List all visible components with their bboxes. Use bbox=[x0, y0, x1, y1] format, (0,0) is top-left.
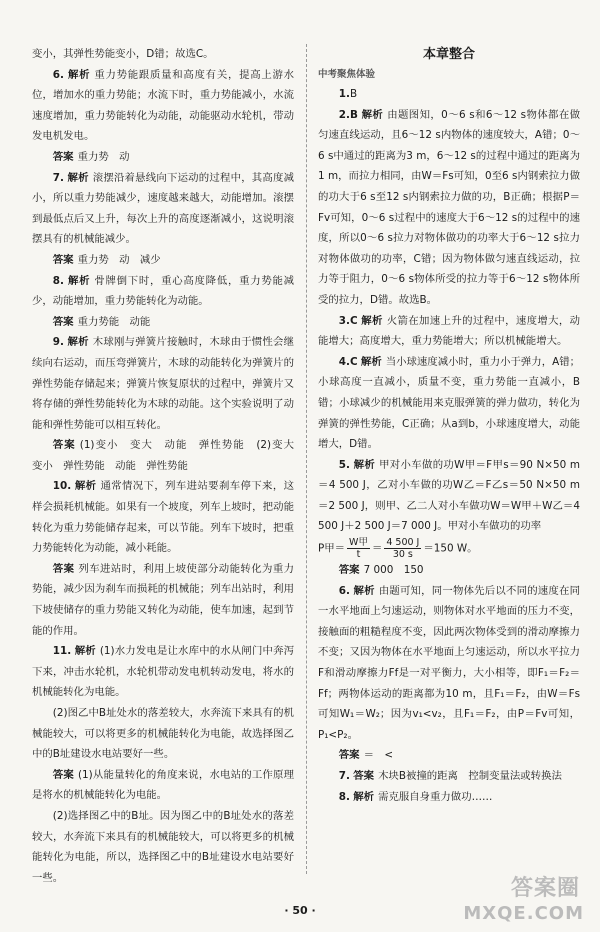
analysis-paragraph: 11. 解析 (1)水力发电是让水库中的水从闸门中奔泻下来，冲击水轮机，水轮机带动发电机转动发电，将水的机械能转化为电能。 bbox=[32, 645, 295, 699]
answer-5: 答案 7 000 150 bbox=[338, 564, 424, 577]
text-paragraph: (2)选择图乙中的B址。因为图乙中的B址处水的落差较大，水奔流下来具有的机械能较大，可以将更多的机械能转化为电能，所以，选择图乙中的B址建设水电站要好一些。 bbox=[32, 809, 294, 884]
analysis-paragraph: 5. 解析 甲对小车做的功W甲＝F甲s＝90 N×50 m＝4 500 J，乙对小车做的功W乙＝F乙s＝50 N×50 m＝2 500 J，则甲、乙二人对小车做功W＝W甲＋W乙＝4 500 J＋2 500 J＝7 000 J。甲对小车做功的功率 bbox=[318, 458, 580, 533]
analysis-paragraph: 2.B 解析 由题图知，0～6 s和6～12 s物体都在做匀速直线运动，且6～12 s内物体的速度较大，A错；0～6 s中通过的距离为3 m，6～12 s的过程中通过的距离为1 m，而拉力相同，由W＝Fs可知，0至6 s内钢索拉力做的功大于6 s至12 s内钢索拉力做的功，B正确；根据P＝Fv可知，0～6 s过程中的速度大于6～12 s的过程中的速度，所以0～6 s拉力对物体做功的功率大于6～12 s拉力对物体做功的功率，C错；因为物体做匀速直线运动，拉力等于阻力，0～6 s物体所受的拉力等于6～12 s物体所受的拉力，D错。故选B。 bbox=[318, 108, 581, 306]
watermark-logo: 答案圈 bbox=[510, 876, 580, 901]
power-prefix: P甲＝ bbox=[318, 542, 346, 555]
watermark-url: MXQE.COM bbox=[463, 903, 584, 924]
chapter-title: 本章整合 bbox=[422, 47, 475, 62]
answers-group-b bbox=[318, 581, 580, 808]
answer-paragraph: 答案 重力势 动 减少 bbox=[52, 253, 161, 266]
analysis-paragraph: 9. 解析 木球刚与弹簧片接触时，木球由于惯性会继续向右运动，而压弯弹簧片，木球的动能转化为弹簧片的弹性势能存储起来；弹簧片恢复原状的过程中，弹簧片又将存储的弹性势能转化为木球的动能。这个实验说明了动能和弹性势能可以相互转化。 bbox=[32, 336, 295, 431]
analysis-paragraph: 8. 解析 骨牌倒下时，重心高度降低，重力势能减少，动能增加，重力势能转化为动能。 bbox=[32, 274, 295, 308]
answer-paragraph: 答案 (1)从能量转化的角度来说，水电站的工作原理是将水的机械能转化为电能。 bbox=[32, 768, 295, 802]
analysis-paragraph: 4.C 解析 当小球速度减小时，重力小于弹力，A错；小球高度一直减小，质量不变，重力势能一直减小，B错；小球减少的机械能用来克服弹簧的弹力做功，转化为弹簧的弹性势能，C正确；从a到b，小球速度增大，动能增大，D错。 bbox=[318, 355, 580, 451]
right-column bbox=[318, 44, 580, 807]
answer-number: 1.B bbox=[338, 88, 358, 100]
answer-paragraph: 7. 答案 木块B被撞的距离 控制变量法或转换法 bbox=[338, 770, 562, 782]
fraction-values: $\frac{4 500 J}{30 s}$ bbox=[386, 537, 420, 561]
page-number: · 50 · bbox=[284, 904, 316, 917]
left-column bbox=[32, 44, 305, 888]
analysis-paragraph: 8. 解析 需克服自身重力做功…… bbox=[338, 790, 493, 803]
analysis-paragraph: 6. 解析 由题可知，同一物体先后以不同的速度在同一水平地面上匀速运动，则物体对水平地面的压力不变，接触面的粗糙程度不变，因此两次物体受到的滑动摩擦力不变；又因为物体在水平地面上匀速运动，所以水平拉力F和滑动摩擦力Ff是一对平衡力，大小相等，即F₁＝F₂＝Ff；两物体运动的距离都为10 m，且F₁＝F₂，由W＝Fs可知W₁＝W₂；因为v₁<v₂，且F₁＝F₂，由P＝Fv可知，P₁<P₂。 bbox=[318, 584, 581, 741]
power-result: ＝150 W。 bbox=[423, 542, 478, 555]
analysis-paragraph: 7. 解析 滚摆沿着悬线向下运动的过程中，其高度减小，所以重力势能减少，速度越来越大，动能增加。滚摆到最低点后又上升，每次上升的高度逐渐减小，这说明滚摆具有的机械能减少。 bbox=[32, 171, 295, 246]
column-divider bbox=[306, 44, 307, 874]
answer-paragraph: 答案 列车进站时，利用上坡使部分动能转化为重力势能，减少因为刹车而损耗的机械能；列车出站时，利用下坡使储存的重力势能又转化为动能，使车加速，起到节能的作用。 bbox=[32, 562, 295, 637]
answer-paragraph: 答案 重力势 动 bbox=[52, 150, 130, 163]
analysis-paragraph: 3.C 解析 火箭在加速上升的过程中，速度增大，动能增大；高度增大，重力势能增大；所以机械能增大。 bbox=[318, 314, 581, 348]
answers-group-a bbox=[318, 84, 580, 537]
section-heading: 中考聚焦体验 bbox=[318, 69, 376, 80]
answer-paragraph: 答案 ＝ < bbox=[338, 749, 394, 762]
power-formula: P甲＝ $\frac{\text{W甲}}{t}$ ＝ $\frac{4 500 J}{30 s}$ ＝150 W。 bbox=[318, 537, 478, 561]
answer-paragraph: 答案 (1)变小 变大 动能 弹性势能 (2)变大 变小 弹性势能 动能 弹性势能 bbox=[32, 439, 305, 472]
answer-paragraph: 答案 重力势能 动能 bbox=[52, 315, 151, 328]
fraction-w-over-t: $\frac{\text{W甲}}{t}$ bbox=[349, 537, 368, 561]
analysis-paragraph: 6. 解析 重力势能跟质量和高度有关，提高上游水位，增加水的重力势能；水流下时，重力势能减小，水流速度增加，重力势能转化为动能，动能驱动水轮机，带动发电机发电。 bbox=[32, 68, 295, 143]
analysis-paragraph: 10. 解析 通常情况下，列车进站要刹车停下来，这样会损耗机械能。如果有一个坡度，列车上坡时，把动能转化为重力势能储存起来，可以节能。列车下坡时，把重力势能转化为动能，减小耗能。 bbox=[32, 480, 294, 555]
text-paragraph: 变小，其弹性势能变小，D错；故选C。 bbox=[32, 48, 214, 60]
text-paragraph: (2)图乙中B址处水的落差较大，水奔流下来具有的机械能较大，可以将更多的机械能转化为电能，故选择图乙中的B址建设水电站要好一些。 bbox=[32, 707, 294, 761]
